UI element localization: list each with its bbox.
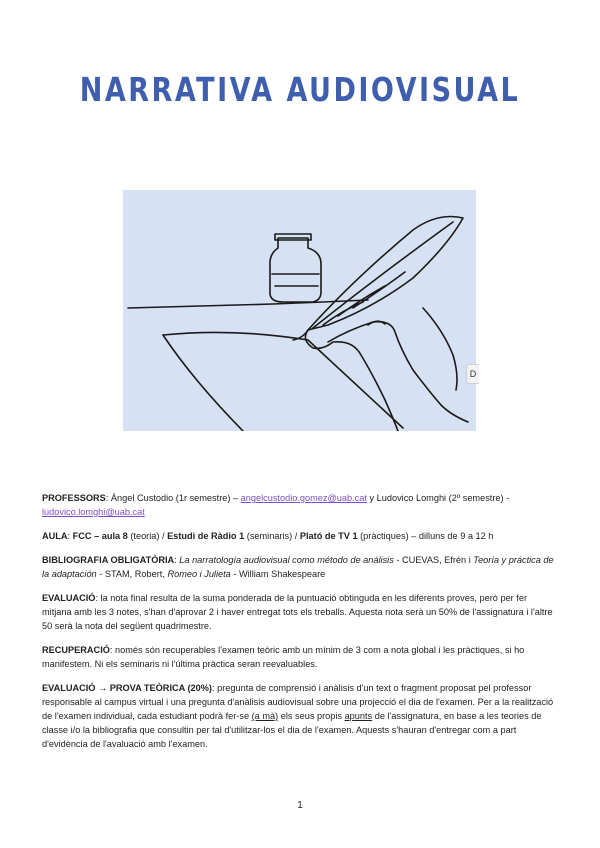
prova-text-1: : pregunta de comprensió i anàlisis d'un text o fragment proposat pel professor responsable al campus virtual i una pregunta d'anàlisis audiovisual sobre una projecció el dia de l'examen. Per a la realització de l'examen individual, cada estudiant podrà fer-se (42, 683, 554, 721)
page-number: 1 (297, 800, 303, 811)
bibliografia-separator: : (174, 555, 180, 565)
recuperacio-paragraph (42, 643, 559, 671)
avaluacio-text: : la nota final resulta de la suma ponderada de la puntuació obtinguda en les diferents proves, però per fer mitjana amb les 3 notes, s'han d'aprovar 2 i haver entregat tots els treballs. Aquesta nota serà un 50% de l'assignatura i l'altre 50 serà la nota del següent quadrimestre. (42, 593, 553, 631)
recuperacio-label: RECUPERACIÓ (42, 645, 110, 655)
avaluacio-label: EVALUACIÓ (42, 593, 96, 603)
aula-seminaris: (seminaris) / (244, 531, 300, 541)
professors-label: PROFESSORS (42, 493, 106, 503)
prova-text-3: de l'assignatura, en base a les teories de classe i/o la bibliografia que consultin per tal d'utilitzar-los el dia de l'examen. Aquests s'hauran d'entregar com a part d'evidència de l'avaluació amb l'examen. (42, 711, 542, 749)
book-author-3: - William Shakespeare (230, 569, 326, 579)
quill-ink-hand-illustration (123, 190, 476, 431)
page-title: NARRATIVA AUDIOVISUAL (79, 70, 521, 109)
professors-text-2: y Ludovico Lomghi (2º semestre) - (366, 493, 510, 503)
document-body (42, 491, 559, 761)
professors-text: : Ángel Custodio (1r semestre) – (105, 493, 241, 503)
prova-underline-apunts: apunts (344, 711, 373, 721)
book-title-1: La narratología audiovisual como método de análisis (179, 555, 394, 565)
aula-practiques: (pràctiques) – dilluns de 9 a 12 h (357, 531, 494, 541)
avaluacio-paragraph (42, 591, 559, 633)
bibliografia-paragraph (42, 553, 559, 581)
email-link-lomghi[interactable]: ludovico.lomghi@uab.cat (42, 507, 145, 517)
prova-teorica-paragraph (42, 681, 559, 751)
prova-label: EVALUACIÓ → PROVA TEÒRICA (20%) (42, 683, 212, 693)
book-author-1: - CUEVAS, Efrén i (393, 555, 474, 565)
aula-paragraph (42, 529, 559, 543)
professors-paragraph (42, 491, 559, 519)
email-link-custodio[interactable]: angelcustodio.gomez@uab.cat (240, 493, 367, 503)
aula-estudi: Estudi de Ràdio 1 (167, 531, 245, 541)
book-author-2: - STAM, Robert, (96, 569, 168, 579)
aula-teoria: (teoria) / (127, 531, 168, 541)
book-title-2: Teoría y práctica de la adaptación (42, 555, 554, 579)
recuperacio-text: : només són recuperables l'examen teòric amb un mínim de 3 com a nota global i les pràctiques, si ho manifestem. Ni els seminaris ni l'última pràctica seran reevaluables. (42, 645, 525, 669)
aula-label: AULA (42, 531, 68, 541)
side-tab-button[interactable]: D (466, 364, 479, 384)
aula-fcc: FCC – aula 8 (72, 531, 128, 541)
bibliografia-label: BIBLIOGRAFIA OBLIGATÒRIA (42, 555, 175, 565)
prova-text-2: els seus propis (278, 711, 345, 721)
line-art-drawing (123, 190, 476, 431)
aula-separator: : (67, 531, 73, 541)
aula-plato: Plató de TV 1 (299, 531, 358, 541)
prova-underline-a-ma: (a mà) (251, 711, 279, 721)
book-title-3: Romeo i Julieta (167, 569, 231, 579)
